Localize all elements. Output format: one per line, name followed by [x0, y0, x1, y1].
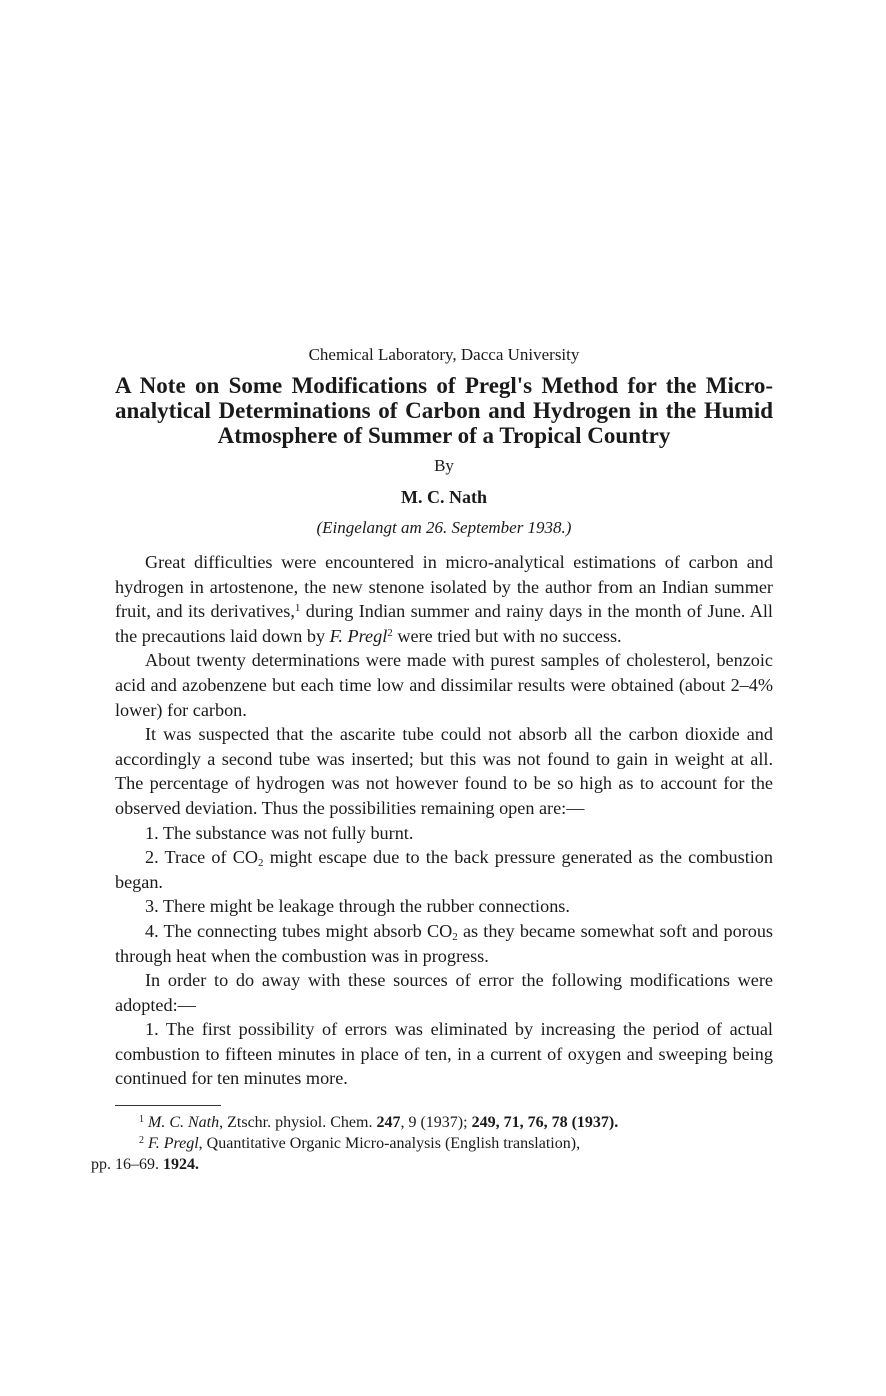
by-line: By: [434, 456, 454, 475]
footnotes: [91, 1112, 773, 1175]
list-item: 1. The substance was not fully burnt.: [145, 822, 414, 843]
footnote-ref-2: 2: [387, 626, 393, 639]
list-item: 4. The connecting tubes might absorb $CO_2$ as they became somewhat soft and porous through heat when the combustion was in progress.: [115, 920, 773, 966]
paper-title: A Note on Some Modifications of Pregl's Method for the Micro-analytical Determinations of Carbon and Hydrogen in the Humid Atmosphere of Summer of a Tropical Country: [115, 373, 773, 448]
paragraph-suspicion: It was suspected that the ascarite tube could not absorb all the carbon dioxide and accordingly a second tube was inserted; but this was not found to gain in weight at all. The percentage of hydrogen was not however found to be so high as to account for the observed deviation. Thus the possibilities remaining open are:—: [115, 724, 773, 818]
footnote-2: $^2$ F. Pregl, Quantitative Organic Micro-analysis (English translation), pp. 16–69. 1924.: [91, 1135, 581, 1174]
cited-author: F. Pregl: [329, 625, 388, 646]
body-text: [115, 550, 773, 1091]
paragraph-determinations: About twenty determinations were made with purest samples of cholesterol, benzoic acid and azobenzene but each time low and dissimilar results were obtained (about 2–4% lower) for carbon.: [115, 650, 773, 720]
list-item: 2. Trace of $CO_2$ might escape due to the back pressure generated as the combustion began.: [115, 847, 773, 892]
affiliation: Chemical Laboratory, Dacca University: [308, 345, 580, 364]
footnote-ref-1: 1: [294, 602, 301, 615]
received-date: (Eingelangt am 26. September 1938.): [316, 518, 572, 537]
list-item: 1. The first possibility of errors was eliminated by increasing the period of actual combustion to fifteen minutes in place of ten, in a current of oxygen and sweeping being continued for ten minutes more.: [115, 1019, 773, 1089]
footnote-1: $^1$ M. C. Nath, Ztschr. physiol. Chem. 247, 9 (1937); 249, 71, 76, 78 (1937).: [139, 1114, 619, 1132]
list-item: 3. There might be leakage through the rubber connections.: [145, 896, 570, 917]
paragraph-modifications: In order to do away with these sources of error the following modifications were adopted:—: [115, 970, 773, 1015]
author-name: M. C. Nath: [401, 487, 487, 507]
paper-page: [91, 343, 773, 1175]
footnote-divider: [115, 1105, 221, 1106]
paragraph-intro: Great difficulties were encountered in micro-analytical estimations of carbon and hydrogen in artostenone, the new stenone isolated by the author from an Indian summer fruit, and its derivatives,$^1$ during Indian summer and rainy days in the month of June. All the precautions laid down by F. Pregl$^2$ were tried but with no success.: [115, 552, 773, 646]
